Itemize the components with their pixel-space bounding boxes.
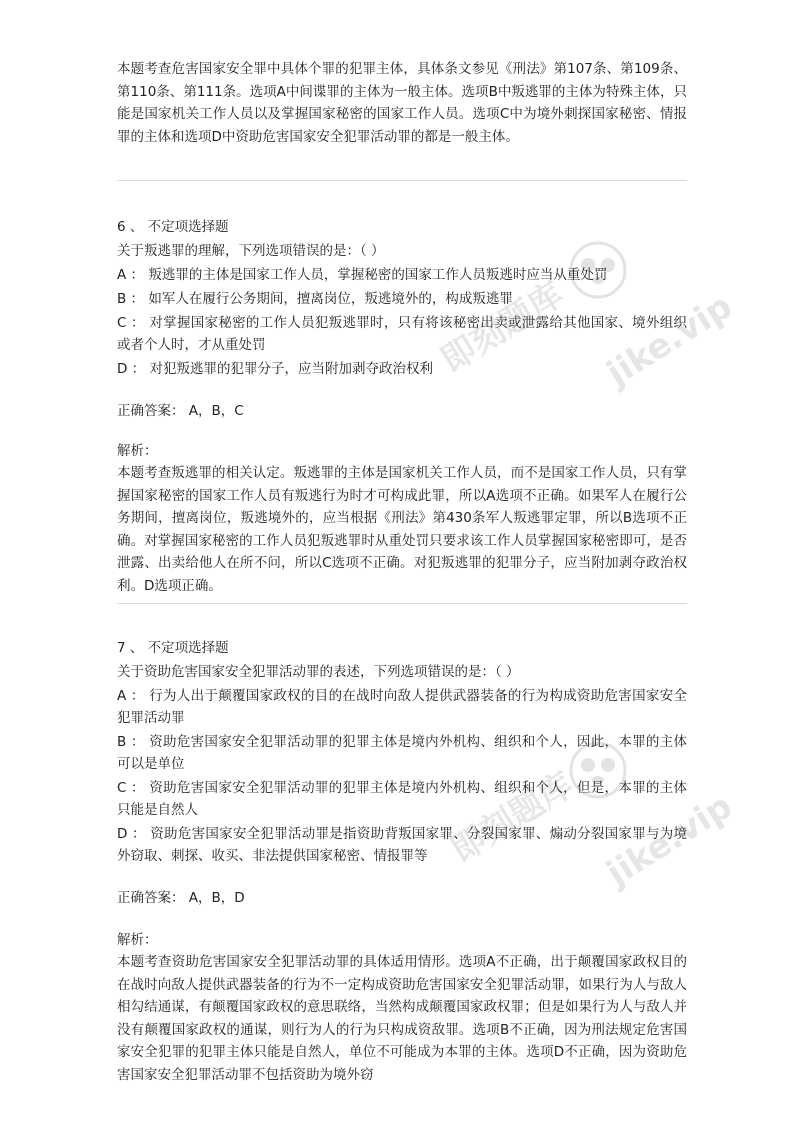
question-6-option-c: C ： 对掌握国家秘密的工作人员犯叛逃罪时，只有将该秘密出卖或泄露给其他国家、境外组织或者个人时，才从重处罚 — [117, 315, 687, 353]
question-6-option-d: D ： 对犯叛逃罪的犯罪分子，应当附加剥夺政治权利 — [117, 361, 433, 377]
question-7-answer: 正确答案： A，B，D — [117, 890, 245, 906]
question-6-option-b: B ： 如军人在履行公务期间，擅离岗位，叛逃境外的，构成叛逃罪 — [117, 291, 513, 307]
question-7-analysis: 本题考查资助危害国家安全犯罪活动罪的具体适用情形。选项A不正确，出于颠覆国家政权目的在战时向敌人提供武器装备的行为不一定构成资助危害国家安全犯罪活动罪，如果行为人与敌人相勾结通谋，有颠覆国家政权的意思联络，当然构成颠覆国家政权罪；但是如果行为人与敌人并没有颠覆国家政权的通谋，则行为人的行为只构成资敌罪。选项B不正确，因为刑法规定危害国家安全犯罪的犯罪主体只能是自然人，单位不可能成为本罪的主体。选项D不正确，因为资助危害国家安全犯罪活动罪不包括资助为境外窃 — [117, 954, 687, 1083]
intro-section — [117, 58, 687, 148]
question-6-header: 6 、 不定项选择题 — [117, 219, 229, 235]
divider-1 — [117, 180, 687, 181]
question-6 — [117, 216, 687, 597]
question-7-option-a: A ： 行为人出于颠覆国家政权的目的在战时向敌人提供武器装备的行为构成资助危害国家安全犯罪活动罪 — [117, 688, 687, 726]
question-6-analysis: 本题考查叛逃罪的相关认定。叛逃罪的主体是国家机关工作人员，而不是国家工作人员，只有掌握国家秘密的国家工作人员有叛逃行为时才可构成此罪，所以A选项不正确。如果军人在履行公务期间，擅离岗位，叛逃境外的，应当根据《刑法》第430条军人叛逃罪定罪，所以B选项不正确。对掌握国家秘密的工作人员犯叛逃罪时从重处罚只要求该工作人员掌握国家秘密即可，是否泄露、出卖给他人在所不问，所以C选项不正确。对犯叛逃罪的犯罪分子，应当附加剥夺政治权利。D选项正确。 — [117, 465, 687, 594]
question-6-answer: 正确答案： A，B，C — [117, 403, 244, 419]
question-7-option-d: D ： 资助危害国家安全犯罪活动罪是指资助背叛国家罪、分裂国家罪、煽动分裂国家罪与为境外窃取、刺探、收买、非法提供国家秘密、情报罪等 — [117, 826, 687, 864]
question-7-stem: 关于资助危害国家安全犯罪活动罪的表述，下列选项错误的是：（ ） — [117, 664, 520, 680]
question-6-analysis-label: 解析： — [117, 443, 158, 459]
question-6-stem: 关于叛逃罪的理解，下列选项错误的是：（ ） — [117, 243, 385, 259]
intro-paragraph: 本题考查危害国家安全罪中具体个罪的犯罪主体，具体条文参见《刑法》第107条、第109条、第110条、第111条。选项A中间谍罪的主体为一般主体。选项B中叛逃罪的主体为特殊主体，只能是国家机关工作人员以及掌握国家秘密的国家工作人员。选项C中为境外刺探国家秘密、情报罪的主体和选项D中资助危害国家安全犯罪活动罪的都是一般主体。 — [117, 61, 687, 145]
question-7-option-b: B ： 资助危害国家安全犯罪活动罪的犯罪主体是境内外机构、组织和个人，因此，本罪的主体可以是单位 — [117, 734, 687, 772]
question-7-header: 7 、 不定项选择题 — [117, 640, 229, 656]
question-7-analysis-label: 解析： — [117, 932, 158, 948]
watermark-domain-1: jike.vip — [600, 286, 740, 394]
divider-2 — [117, 603, 687, 604]
watermark-brand-2: 即刻题库 — [444, 764, 581, 871]
watermark-brand-1: 即刻题库 — [434, 274, 571, 381]
watermark-domain-2: jike.vip — [600, 786, 740, 894]
question-7 — [117, 637, 687, 1086]
question-7-option-c: C ： 资助危害国家安全犯罪活动罪的犯罪主体是境内外机构、组织和个人，但是，本罪的主体只能是自然人 — [117, 780, 687, 818]
question-6-option-a: A ： 叛逃罪的主体是国家工作人员，掌握秘密的国家工作人员叛逃时应当从重处罚 — [117, 267, 608, 283]
